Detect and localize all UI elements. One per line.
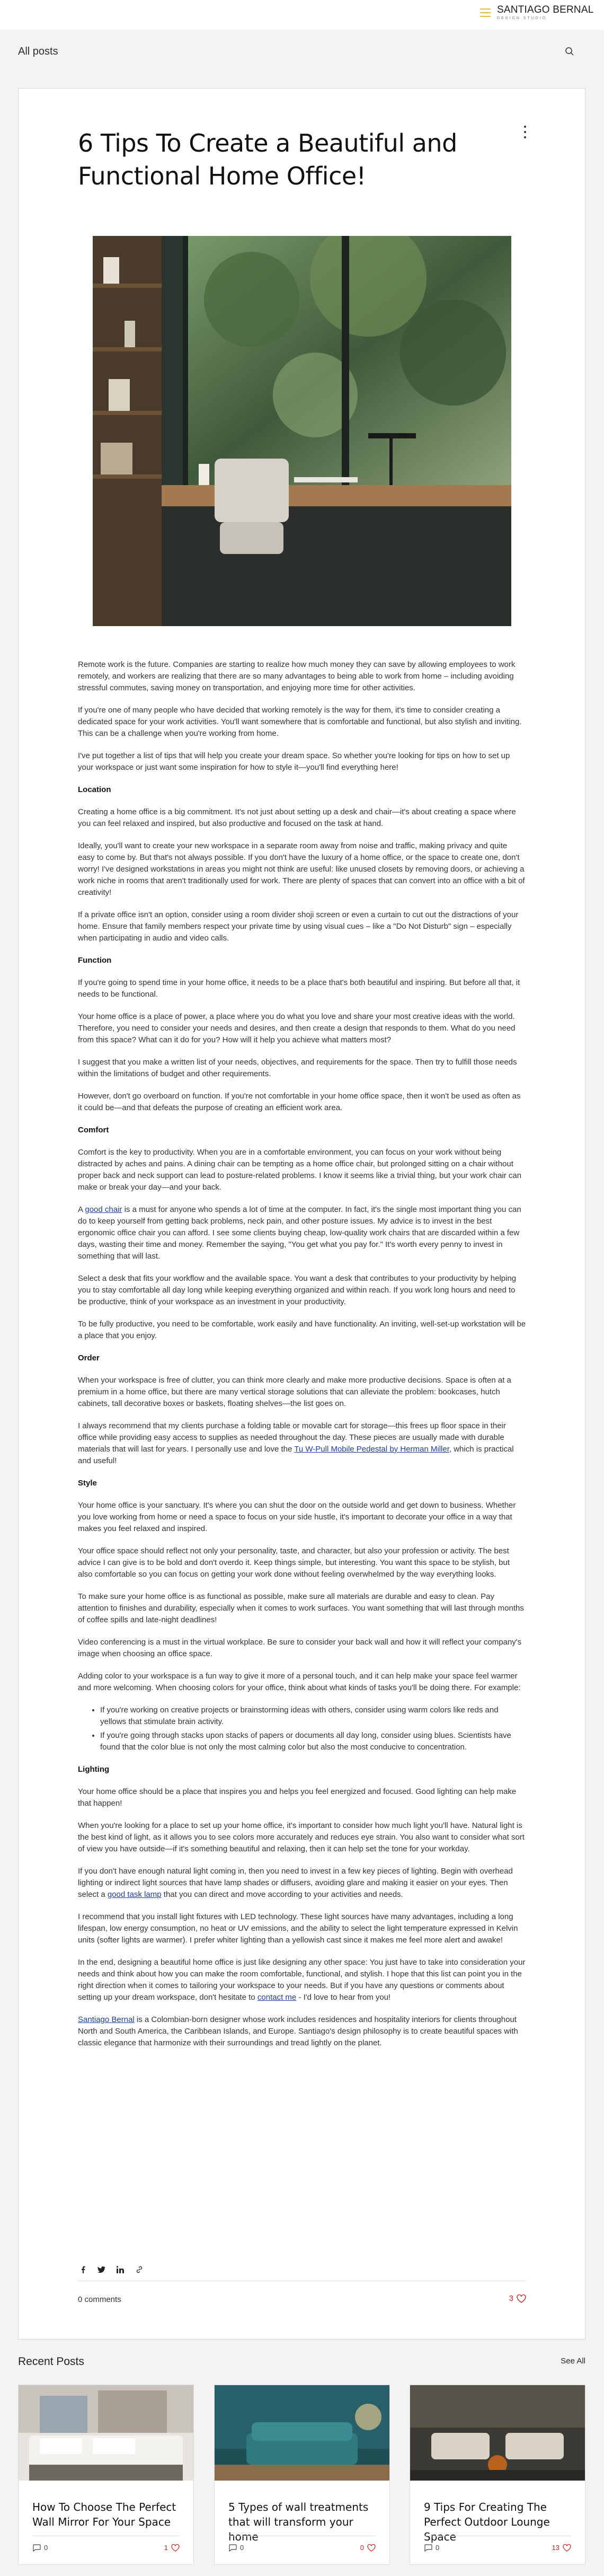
- all-posts-link[interactable]: All posts: [18, 46, 58, 57]
- card-image: [215, 2385, 389, 2481]
- paragraph: Adding color to your workspace is a fun way to give it more of a personal touch, and it can help make your space feel warmer and more welcoming. When choosing colors for your office, think about what kinds of tasks you'll be doing there. For example:: [78, 1672, 521, 1692]
- paragraph: Your office space should reflect not only your personality, taste, and character, but also your profession or activity. The best advice I can give is to be bold and don't overdo it. Keep things simple, but interesting. You want this space to be stylish, but also comfortable so you can focus on getting your work done without feeling overwhelmed by the way everything looks.: [78, 1546, 510, 1579]
- author-link[interactable]: Santiago Bernal: [78, 2015, 135, 2024]
- search-icon[interactable]: [565, 47, 574, 56]
- card-comment-count: 0: [44, 2544, 48, 2552]
- section-heading-location: Location: [78, 785, 111, 794]
- card-footer: [424, 2536, 571, 2552]
- paragraph: I recommend that you install light fixtures with LED technology. These light sources have many advantages, including a long lifespan, low energy consumption, no heat or UV emissions, and the ability to select the light temperature expressed in Kelvin units (softer lights are warmer). I prefer whiter lighting than a yellowish cast since it makes me feel more alert and awake!: [78, 1912, 518, 1945]
- comment-icon: [32, 2544, 41, 2552]
- site-logo[interactable]: [497, 4, 603, 21]
- paragraph: I've put together a list of tips that will help you create your dream space. So whether you're looking for tips on how to set up your workspace or just want some inspiration for how to style it—you'll find everything here!: [78, 751, 510, 772]
- card-comments[interactable]: [424, 2544, 439, 2552]
- post-stats: [78, 2293, 526, 2309]
- card-footer: [32, 2536, 180, 2552]
- logo-main-text: SANTIAGO BERNAL: [497, 4, 594, 15]
- hamburger-menu-icon[interactable]: [480, 8, 491, 17]
- paragraph: If you're one of many people who have decided that working remotely is the way for them, it's time to consider creating a dedicated space for your work activities. You'll want somewhere that is comfortable and functional, but also stylish and inviting. This can be a challenge when you're working from home.: [78, 706, 522, 738]
- link-icon[interactable]: [134, 2264, 145, 2275]
- paragraph: Ideally, you'll want to create your new workspace in a separate room away from noise and traffic, making privacy and quite easy to come by. But that's not always possible. If you don't have the luxury of a home office, or the space to create one, don't worry! I've designed workstations in areas you might not think are useful: like unused closets by removing doors, or achieving a work niche in rooms that aren't traditionally used for work. There are plenty of spaces that can convert into an office with a bit of creativity!: [78, 841, 525, 897]
- blog-nav: [0, 30, 604, 77]
- card-title[interactable]: 9 Tips For Creating The Perfect Outdoor Lounge Space: [424, 2501, 550, 2543]
- paragraph: To make sure your home office is as functional as possible, make sure all materials are durable and easy to clean. Pay attention to finishes and durability, especially when it comes to work surfaces. You want something that will last through months of coffee spills and late-night deadlines!: [78, 1592, 524, 1624]
- card-comment-count: 0: [436, 2544, 440, 2552]
- text-span: , which is practical and useful!: [78, 1445, 514, 1465]
- site-header: [0, 0, 604, 30]
- list-item: • If you're working on creative projects or brainstorming ideas with others, consider using warm colors like reds and yellows that stimulate brain activity.: [100, 1704, 526, 1728]
- task-lamp-link[interactable]: good task lamp: [107, 1890, 162, 1899]
- like-button[interactable]: [509, 2294, 526, 2303]
- paragraph: When your workspace is free of clutter, you can think more clearly and make more productive decisions. Space is often at a premium in a home office, but there are many vertical storage solutions that can alleviate the problem: bookcases, hutch cabinets, tall decorative boxes or baskets, floating shelves—the list goes on.: [78, 1376, 511, 1408]
- text-span: A: [78, 1205, 85, 1214]
- paragraph: Your home office is your sanctuary. It's where you can shut the door on the outside world and get down to business. Whether you love working from home or need a space to focus on your side hustle, it's important to decorate your office in a way that makes you feel relaxed and inspired.: [78, 1501, 516, 1533]
- card-title[interactable]: How To Choose The Perfect Wall Mirror For Your Space: [32, 2501, 176, 2528]
- card-image: [19, 2385, 193, 2481]
- comment-icon: [228, 2544, 237, 2552]
- card-image: [410, 2385, 585, 2481]
- recent-posts-title: Recent Posts: [18, 2355, 84, 2368]
- post-body: [78, 659, 526, 2060]
- heart-icon: [517, 2294, 526, 2303]
- blog-post: [18, 88, 585, 2340]
- twitter-icon[interactable]: [96, 2264, 106, 2275]
- like-count: 3: [509, 2294, 513, 2303]
- paragraph: When you're looking for a place to set up your home office, it's important to consider how much light you'll have. Natural light is the best kind of light, as it allows you to see colors more accurately and reduces eye strain. You also want to consider what sort of view you have outside—if it's something beautiful and relaxing, then it can help set the tone for your workday.: [78, 1821, 525, 1853]
- post-title: 6 Tips To Create a Beautiful and Functional Home Office!: [78, 129, 457, 190]
- paragraph: Comfort is the key to productivity. When you are in a comfortable environment, you can focus on your work without being distracted by aches and pains. A dining chair can be tempting as a home office chair, but prolonged sitting on a chair without proper back and neck support can lead to posture-related problems. I know it seems like a trivial thing, but your work chair can make or break your day—and your back.: [78, 1148, 522, 1192]
- card-like-button[interactable]: [164, 2544, 180, 2552]
- card-like-count: 13: [552, 2544, 559, 2552]
- herman-miller-link[interactable]: Tu W-Pull Mobile Pedestal by Herman Miller: [294, 1445, 449, 1454]
- paragraph: Remote work is the future. Companies are starting to realize how much money they can save by allowing employees to work remotely, and workers are realizing that there are so many advantages to being able to work from home – including avoiding stressful commutes, saving money on transportation, and enjoying more time for other activities.: [78, 660, 516, 692]
- recent-post-card[interactable]: [214, 2385, 390, 2565]
- see-all-link[interactable]: See All: [561, 2357, 585, 2366]
- section-heading-lighting: Lighting: [78, 1765, 110, 1774]
- paragraph: Select a desk that fits your workflow and the available space. You want a desk that contributes to your productivity by helping you to stay comfortable all day long while keeping everything organized and within reach. If you work long hours and need to be productive, think of your workspace as an investment in your productivity.: [78, 1274, 517, 1306]
- text-span: that you can direct and move according to your activities and needs.: [161, 1890, 403, 1899]
- paragraph: Your home office should be a place that inspires you and helps you feel energized and focused. Good lighting can help make that happen!: [78, 1787, 517, 1808]
- heart-icon: [171, 2544, 180, 2552]
- paragraph: Video conferencing is a must in the virtual workplace. Be sure to consider your back wall and how it will reflect your company's image when choosing an office space.: [78, 1638, 522, 1658]
- list-item: • If you're going through stacks upon stacks of papers or documents all day long, consider using blues. Scientists have found that the color blue is not only the most calming color but also the most conducive to concentration.: [100, 1730, 526, 1753]
- card-like-button[interactable]: [360, 2544, 376, 2552]
- paragraph: Your home office is a place of power, a place where you do what you love and share your most creative ideas with the world. Therefore, you need to consider your needs and desires, and then create a design that responds to them. What do you need from this space? What can it do for you? How will it help you achieve what matters most?: [78, 1012, 516, 1044]
- card-like-count: 1: [164, 2544, 168, 2552]
- text-span: is a Colombian-born designer whose work includes residences and hospitality interiors for clients throughout North and South America, the Caribbean Islands, and Europe. Santiago's design philosophy is to create beautiful spaces with classic elegance that harmonize with their surroundings and tread lightly on the planet.: [78, 2015, 518, 2047]
- section-heading-style: Style: [78, 1479, 97, 1488]
- text-span: In the end, designing a beautiful home office is just like designing any other space: You just have to take into consideration your needs and think about how you can make the room comfortable, functional, and stylish. I hope that this list can point you in the right direction when it comes to tailoring your workspace to your needs. But if you have any questions or comments about setting up your dream workspace, don't hesitate to: [78, 1958, 526, 2002]
- card-comments[interactable]: [32, 2544, 48, 2552]
- paragraph: Creating a home office is a big commitment. It's not just about setting up a desk and chair—it's about creating a space where you can feel relaxed and inspired, but also productive and focused on the task at hand.: [78, 807, 516, 828]
- facebook-icon[interactable]: [78, 2264, 88, 2275]
- recent-post-card[interactable]: [410, 2385, 585, 2565]
- text-span: If you don't have enough natural light coming in, then you need to invest in a few key pieces of lighting. Begin with overhead lighting or indirect light sources that have lamp shades or diffusers, avoiding glare and making it easier on your eyes. Then select a: [78, 1867, 513, 1899]
- card-like-count: 0: [360, 2544, 364, 2552]
- section-heading-function: Function: [78, 956, 112, 965]
- heart-icon: [563, 2544, 571, 2552]
- comment-count[interactable]: 0 comments: [78, 2295, 121, 2304]
- text-span: - I'd love to hear from you!: [296, 1993, 391, 2002]
- more-options-icon[interactable]: [521, 126, 529, 138]
- hero-image: [93, 236, 511, 626]
- text-span: I always recommend that my clients purchase a folding table or movable cart for storage—this frees up floor space in their office while providing easy access to supplies as needed throughout the day. These pieces are usually made with durable materials that will last for years. I personally use and love the: [78, 1421, 506, 1454]
- paragraph: If a private office isn't an option, consider using a room divider shoji screen or even a curtain to cut out the distractions of your home. Ensure that family members respect your private time by using visual cues – like a "Do Not Disturb" sign – especially when participating in audio and video calls.: [78, 910, 519, 943]
- paragraph: I suggest that you make a written list of your needs, objectives, and requirements for the space. Then try to fulfill those needs within the limitations of budget and other requirements.: [78, 1058, 517, 1078]
- paragraph: However, don't go overboard on function. If you're not comfortable in your home office space, then it won't be used as often as it could be—and that defeats the purpose of creating an efficient work area.: [78, 1092, 521, 1112]
- contact-me-link[interactable]: contact me: [257, 1993, 297, 2002]
- card-comments[interactable]: [228, 2544, 244, 2552]
- card-comment-count: 0: [240, 2544, 244, 2552]
- logo-sub-text: DESIGN STUDIO: [497, 16, 547, 20]
- paragraph: [78, 1866, 526, 1901]
- section-heading-order: Order: [78, 1353, 100, 1362]
- color-tips-list: [78, 1704, 526, 1753]
- paragraph: If you're going to spend time in your home office, it needs to be a place that's both beautiful and inspiring. But before all that, it needs to be functional.: [78, 978, 520, 999]
- card-title[interactable]: 5 Types of wall treatments that will transform your home: [228, 2501, 369, 2543]
- share-row: [78, 2260, 526, 2281]
- heart-icon: [367, 2544, 376, 2552]
- recent-post-card[interactable]: [18, 2385, 194, 2565]
- paragraph: [78, 1420, 526, 1467]
- section-heading-comfort: Comfort: [78, 1126, 109, 1135]
- card-like-button[interactable]: [552, 2544, 571, 2552]
- text-span: is a must for anyone who spends a lot of time at the computer. In fact, it's the single most important thing you can do to keep yourself from getting back problems, neck pain, and other posture issues. My advice is to invest in the best ergonomic office chair you can afford. I see some clients buying cheap, low-quality work chairs that are discarded within a few days, wasting their time and money. Remember the saying, "You get what you pay for." It's worth every penny to invest in something that will last.: [78, 1205, 521, 1261]
- comment-icon: [424, 2544, 432, 2552]
- card-footer: [228, 2536, 376, 2552]
- recent-posts-header: [18, 2355, 585, 2371]
- good-chair-link[interactable]: good chair: [85, 1205, 122, 1214]
- paragraph: [78, 1957, 526, 2003]
- paragraph: To be fully productive, you need to be comfortable, work easily and have functionality. An inviting, well-set-up workstation will be a place that you enjoy.: [78, 1320, 526, 1340]
- paragraph: [78, 2014, 526, 2049]
- paragraph: [78, 1204, 526, 1262]
- linkedin-icon[interactable]: [115, 2264, 126, 2275]
